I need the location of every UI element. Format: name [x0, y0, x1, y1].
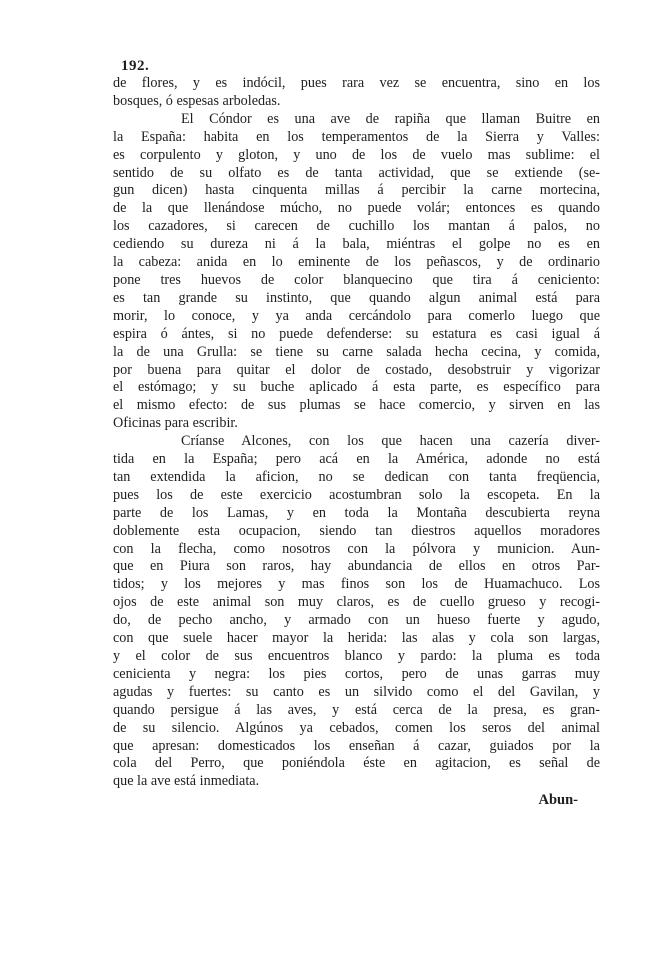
paragraph	[113, 433, 600, 791]
text-line: doblemente esta ocupacion, siendo tan diestros aquellos moradores	[113, 522, 600, 539]
text-line: bosques, ó espesas arboledas.	[113, 92, 281, 109]
text-line: por buena para quitar el dolor de costado, desobstruir y vigorizar	[113, 361, 600, 378]
catchword: Abun-	[538, 792, 578, 809]
page-number: 192.	[121, 58, 150, 74]
text-line: de la que llenándose múcho, no puede volár; entonces es quando	[113, 200, 600, 217]
text-line: el estómago; y su buche aplicado á esta parte, es específico para	[113, 379, 600, 396]
text-line: que apresan: domesticados los enseñan á cazar, guiados por la	[113, 737, 600, 754]
text-line: Críanse Alcones, con los que hacen una cazería diver-	[181, 433, 600, 450]
text-line: espira ó ántes, si no puede defenderse: su estatura es casi igual á	[113, 325, 600, 342]
text-line: tan extendida la aficion, no se dedican con tanta freqüencia,	[113, 468, 600, 485]
text-line: que en Piura son raros, hay abundancia de ellos en otros Par-	[113, 558, 600, 575]
text-line: y el color de sus encuentros blanco y pardo: la pluma es toda	[113, 648, 600, 664]
text-line: parte de los Lamas, y en toda la Montaña descubierta reyna	[113, 504, 600, 521]
text-line: pone tres huevos de color blanquecino que tira á ceniciento:	[113, 271, 600, 288]
text-line: cenicienta y negra: los pies cortos, pero de unas garras muy	[113, 665, 600, 682]
text-line: quando persigue á las aves, y está cerca de la presa, es gran-	[113, 701, 600, 718]
text-line: morir, lo conoce, y ya anda cercándolo para comerlo luego que	[113, 307, 600, 324]
text-line: cola del Perro, que poniéndola éste en agitacion, es señal de	[113, 755, 600, 772]
text-line: la España: habita en los temperamentos de la Sierra y Valles:	[113, 128, 600, 145]
text-line: la cabeza: anida en lo eminente de los peñascos, y de ordinario	[113, 254, 600, 271]
text-line: con la flecha, como nosotros con la pólvora y municion. Aun-	[113, 540, 600, 557]
text-line: tida en la España; pero acá en la América, adonde no está	[113, 451, 600, 468]
paragraph	[113, 111, 600, 433]
paragraph	[113, 75, 600, 111]
text-line: tidos; y los mejores y mas finos son los de Huamachuco. Los	[113, 576, 600, 593]
text-line: ojos de este animal son muy claros, es de cuello grueso y recogi-	[113, 594, 600, 611]
text-line: la de una Grulla: se tiene su carne salada hecha cecina, y comida,	[113, 343, 600, 360]
text-line: do, de pecho ancho, y armado con un hueso fuerte y agudo,	[113, 612, 600, 629]
text-line: que la ave está inmediata.	[113, 773, 260, 790]
text-line: es tan grande su instinto, que quando algun animal está para	[113, 289, 600, 306]
text-line: sentido de su olfato es de tanta actividad, que se extiende (se-	[113, 164, 600, 181]
text-line: es corpulento y gloton, y uno de los de vuelo mas sublime: el	[113, 146, 600, 163]
text-line: gun dicen) hasta cinquenta millas á percibir la carne mortecina,	[113, 182, 600, 199]
text-line: pues los de este exercicio acostumbran solo la escopeta. En la	[113, 486, 600, 503]
text-line: agudas y fuertes: su canto es un silvido como el del Gavilan, y	[113, 683, 600, 700]
text-line: de flores, y es indócil, pues rara vez se encuentra, sino en los	[113, 75, 600, 91]
text-line: de su silencio. Algúnos ya cebados, comen los seros del animal	[113, 719, 600, 736]
text-line: cediendo su dureza ni á la bala, miéntras el golpe no es en	[113, 236, 600, 253]
text-line: Oficinas para escribir.	[113, 415, 238, 432]
page-text	[113, 58, 600, 810]
text-line: el mismo efecto: de sus plumas se hace comercio, y sirven en las	[113, 397, 600, 414]
paragraphs-container	[113, 75, 600, 791]
text-line: los cazadores, si carecen de cuchillo los mantan á palos, no	[113, 218, 600, 235]
text-line: El Cóndor es una ave de rapiña que llaman Buitre en	[181, 110, 600, 127]
text-line: con que suele hacer mayor la herida: las alas y cola son largas,	[113, 630, 600, 647]
